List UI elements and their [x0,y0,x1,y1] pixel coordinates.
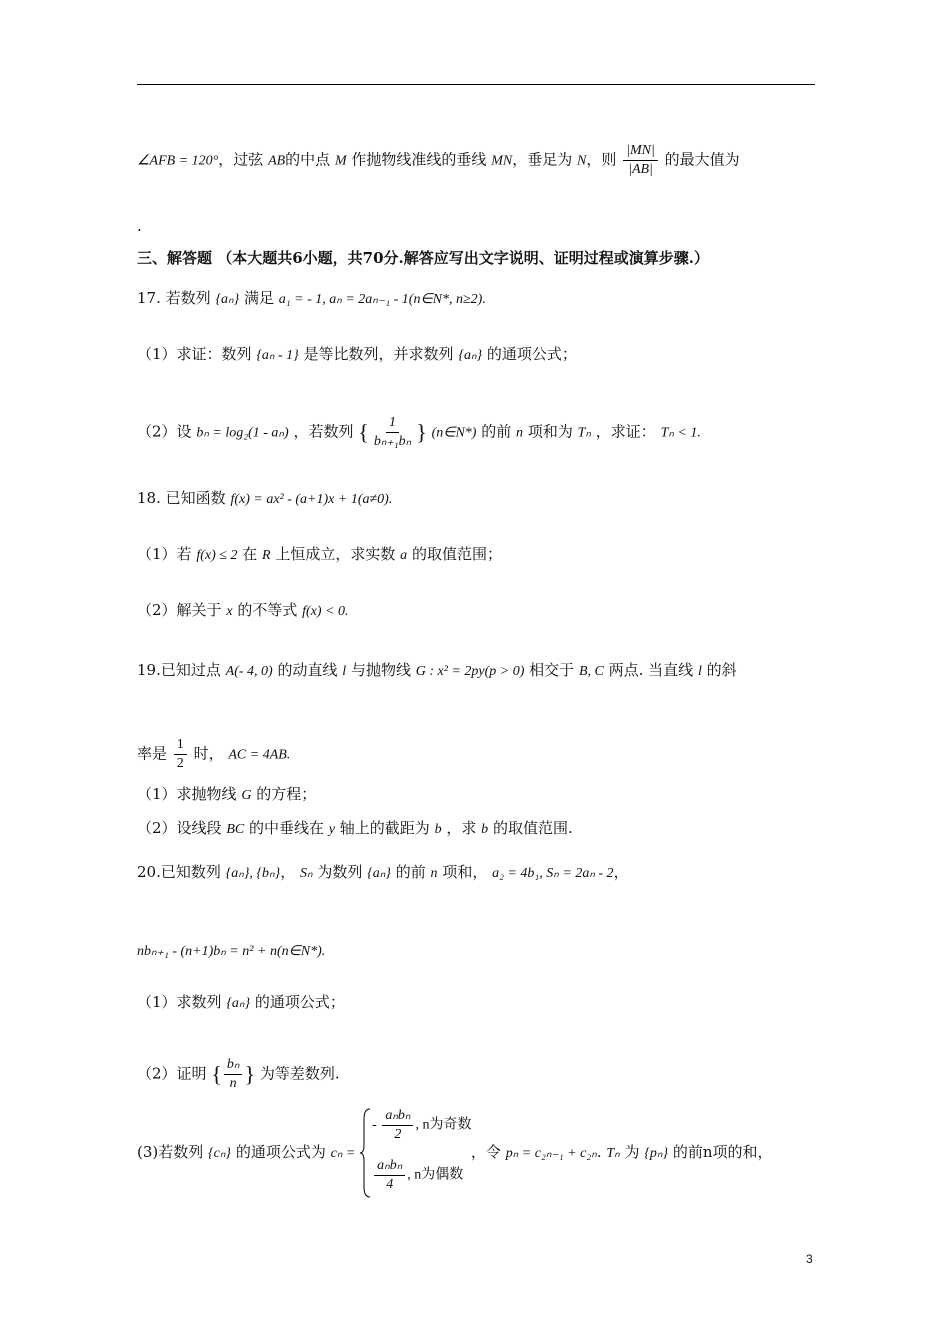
page-number: 3 [806,1252,813,1266]
q20-part1: （1）求数列 {aₙ} 的通项公式； [137,993,345,1011]
carry-end: . [137,217,142,235]
q17-part1: （1）求证：数列 {aₙ - 1} 是等比数列，并求数列 {aₙ} 的通项公式； [137,345,577,363]
header-rule [137,84,815,85]
q20-part3: (3)若数列 {cₙ} 的通项公式为 cₙ = - $\frac{\text{aₙbₙ}}{2}$ , n为奇数 $\frac{\text{aₙbₙ}}{4}$ , n为偶数 ，令 pₙ = c₂ₙ₋₁ + c₂ₙ. Tₙ 为 {pₙ} 的前n项的和， [137,1104,773,1200]
q17-reciprocal-fraction: $\frac{1}{\text{bₙ₊₁bₙ}}$ [373,415,412,449]
piecewise-definition [360,1105,472,1201]
section-title: 三、解答题 （本大题共6小题，共70分.解答应写出文字说明、证明过程或演算步骤.） [137,249,709,267]
piecewise-brace [360,1105,372,1201]
q20-bn-over-n-fraction: $\frac{\text{bₙ}}{n}$ [224,1056,243,1093]
q19-part2: （2）设线段 BC 的中垂线在 y 轴上的截距为 b ，求 b 的取值范围. [137,819,573,837]
q18-part2: （2）解关于 x 的不等式 f(x) < 0. [137,601,349,619]
q17-part2: （2）设 bₙ = log₂(1 - aₙ) ，若数列 { $\frac{1}{\text{bₙ₊₁bₙ}}$ } (n∈N*) 的前 n 项和为 Tₙ ，求证： Tₙ < 1. [137,415,701,449]
q20-part2: （2）证明 { $\frac{\text{bₙ}}{n}$ } 为等差数列. [137,1057,340,1091]
q19-part1: （1）求抛物线 G 的方程； [137,785,317,803]
carry-line: ∠AFB = 120°，过弦 AB的中点 M 作抛物线准线的垂线 MN，垂足为 N，则 $\frac{|MN|}{|AB|}$ 的最大值为 [137,143,740,177]
q20-recurrence: nbₙ₊₁ - (n+1)bₙ = n² + n(n∈N*). [137,944,326,959]
mn-over-ab-fraction: $\frac{|MN|}{|AB|}$ [623,142,658,179]
q19-slope-fraction: $\frac{1}{2}$ [174,736,187,773]
q19-stem-cont: 率是 $\frac{1}{2}$ 时， AC = 4AB. [137,737,291,771]
q17-stem: 17. 若数列 {aₙ} 满足 a₁ = - 1, aₙ = 2aₙ₋₁ - 1(n∈N*, n≥2). [137,289,486,307]
piecewise-case-odd: - $\frac{\text{aₙbₙ}}{2}$ , n为奇数 [372,1108,472,1142]
angle-expr: ∠AFB = 120° [137,153,219,169]
q18-stem: 18. 已知函数 f(x) = ax² - (a+1)x + 1(a≠0). [137,489,393,507]
piecewise-case-even: $\frac{\text{aₙbₙ}}{4}$ , n为偶数 [372,1157,463,1194]
q20-stem: 20.已知数列 {aₙ}, {bₙ}， Sₙ 为数列 {aₙ} 的前 n 项和， a₂ = 4b₁, Sₙ = 2aₙ - 2， [137,863,629,881]
q19-stem: 19.已知过点 A(- 4, 0) 的动直线 l 与抛物线 G : x² = 2py(p > 0) 相交于 B, C 两点. 当直线 l 的斜 [137,661,737,679]
q18-part1: （1）若 f(x) ≤ 2 在 R 上恒成立，求实数 a 的取值范围； [137,545,502,563]
